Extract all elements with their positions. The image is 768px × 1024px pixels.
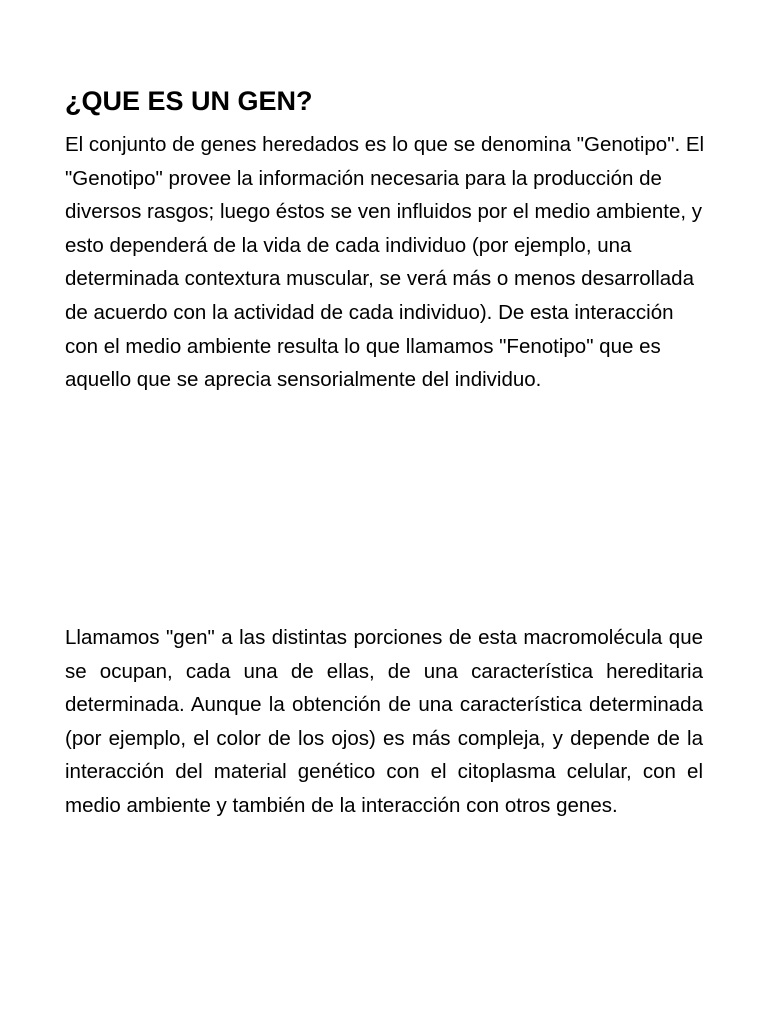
paragraph-genotipo: El conjunto de genes heredados es lo que se denomina "Genotipo". El "Genotipo" provee la información necesaria para la producción de diversos rasgos; luego éstos se ven influidos por el medio ambiente, y esto dependerá de la vida de cada individuo (por ejemplo, una determinada contextura muscular, se verá más o menos desarrollada de acuerdo con la actividad de cada individuo). De esta interacción con el medio ambiente resulta lo que llamamos "Fenotipo" que es aquello que se aprecia sensorialmente del individuo. — [65, 133, 705, 392]
page-title: ¿QUE ES UN GEN? — [65, 86, 313, 116]
paragraph-gen: Llamamos "gen" a las distintas porciones de esta macromolécula que se ocupan, cada una de ellas, de una característica hereditaria determinada. Aunque la obtención de una característica determinada (por ejemplo, el color de los ojos) es más compleja, y depende de la interacción del material genético con el citoplasma celular, con el medio ambiente y también de la interacción con otros genes. — [65, 626, 703, 817]
